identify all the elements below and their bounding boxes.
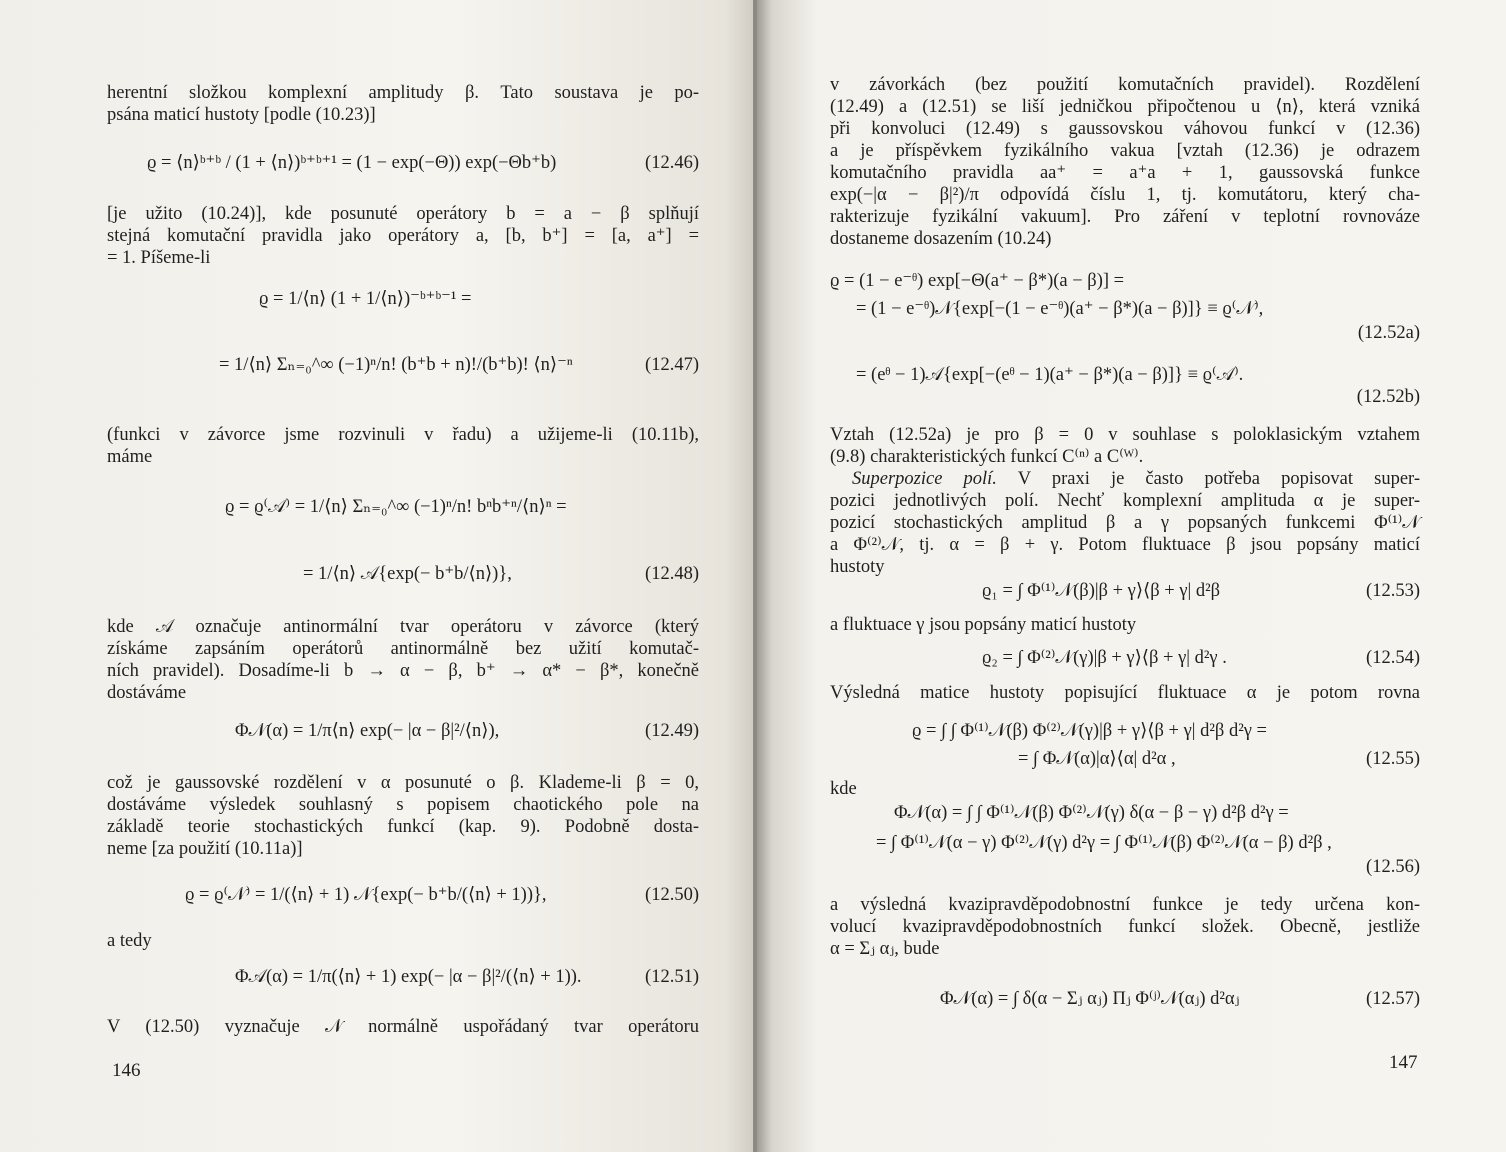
- page-number: 146: [112, 1060, 141, 1081]
- equation-expression: = ∫ Φ𝒩(α)|α⟩⟨α| d²α ,: [1018, 749, 1176, 769]
- equation-number: (12.53): [1366, 581, 1420, 601]
- equation-expression: ϱ = ϱ⁽𝒩⁾ = 1/(⟨n⟩ + 1) 𝒩{exp(− b⁺b/(⟨n⟩ + 1))},: [185, 885, 547, 905]
- text-line: a fluktuace γ jsou popsány maticí hustoty: [830, 615, 1137, 635]
- equation-expression: ϱ = ⟨n⟩ᵇ⁺ᵇ / (1 + ⟨n⟩)ᵇ⁺ᵇ⁺¹ = (1 − exp(−Θ)) exp(−Θb⁺b): [147, 153, 557, 173]
- equation-12-52-line1: [830, 270, 1420, 292]
- text-line: a tedy: [107, 931, 152, 951]
- paragraph: [107, 82, 699, 126]
- paragraph: [107, 930, 699, 952]
- equation-expression: Φ𝒩(α) = 1/π⟨n⟩ exp(− |α − β|²/⟨n⟩),: [235, 721, 500, 741]
- equation-12-52-line3: [830, 364, 1420, 386]
- equation-expression: = 1/⟨n⟩ 𝒜{exp(− b⁺b/⟨n⟩)},: [303, 564, 512, 584]
- text-line: [je užito (10.24)], kde posunuté operátory b = a − β splňují: [107, 204, 699, 224]
- text-line: kde 𝒜 označuje antinormální tvar operátoru v závorce (který: [107, 617, 699, 637]
- paragraph: [830, 468, 1420, 578]
- text-line: dostaneme dosazením (10.24): [830, 229, 1052, 249]
- text-line: volucí kvazipravděpodobnostních funkcí složek. Obecně, jestliže: [830, 917, 1420, 937]
- text-line: exp(−|α − β|²)/π odpovídá číslu 1, tj. komutátoru, který cha-: [830, 185, 1420, 205]
- equation-number: (12.52a): [1357, 323, 1420, 343]
- equation-number: (12.52b): [1356, 387, 1420, 407]
- equation-number-row: [830, 386, 1420, 408]
- equation-12-56-line2: [830, 832, 1420, 854]
- paragraph: [830, 614, 1420, 636]
- equation-expression: Φ𝒩(α) = ∫ ∫ Φ⁽¹⁾𝒩(β) Φ⁽²⁾𝒩(γ) δ(α − β − γ) d²β d²γ =: [894, 803, 1289, 823]
- paragraph: [107, 424, 699, 468]
- text-line: máme: [107, 447, 153, 467]
- equation-number: (12.46): [645, 153, 699, 173]
- paragraph: [830, 682, 1420, 704]
- text-line: hustoty: [830, 557, 885, 577]
- equation-12-50: [107, 884, 699, 906]
- equation-12-54: [830, 647, 1420, 669]
- text-line: ních pravidel). Dosadíme-li b → α − β, b⁺ → α* − β*, konečně: [107, 661, 699, 681]
- paragraph: [107, 203, 699, 269]
- text-line: V praxi je často potřeba popisovat super-: [996, 469, 1421, 489]
- equation-number-row: [830, 322, 1420, 344]
- equation-12-57: [830, 988, 1420, 1010]
- text-line: V (12.50) vyznačuje 𝒩 normálně uspořádaný tvar operátoru: [107, 1017, 699, 1037]
- equation-12-55-line1: [830, 720, 1420, 742]
- text-line: α = Σⱼ αⱼ, bude: [830, 939, 940, 959]
- text-line: což je gaussovské rozdělení v α posunuté o β. Klademe-li β = 0,: [107, 773, 699, 793]
- equation-number: (12.50): [645, 885, 699, 905]
- equation-expression: ϱ = 1/⟨n⟩ (1 + 1/⟨n⟩)⁻ᵇ⁺ᵇ⁻¹ =: [259, 289, 472, 309]
- equation-number: (12.56): [1366, 857, 1420, 877]
- text-line: pozicí stochastických amplitud β a γ popsaných funkcemi Φ⁽¹⁾𝒩: [830, 513, 1420, 533]
- text-line: základě teorie stochastických funkcí (kap. 9). Podobně dosta-: [107, 817, 699, 837]
- text-line: = 1. Píšeme-li: [107, 248, 211, 268]
- paragraph: [830, 894, 1420, 960]
- text-line: pozici jednotlivých polí. Nechť komplexní amplituda α je super-: [830, 491, 1420, 511]
- text-line: neme [za použití (10.11a)]: [107, 839, 303, 859]
- equation-expression: ϱ = ∫ ∫ Φ⁽¹⁾𝒩(β) Φ⁽²⁾𝒩(γ)|β + γ⟩⟨β + γ| d²β d²γ =: [912, 721, 1267, 741]
- text-line: herentní složkou komplexní amplitudy β. Tato soustava je po-: [107, 83, 699, 103]
- equation-12-46: [107, 152, 699, 174]
- equation-12-52-line2: [830, 298, 1420, 320]
- equation-12-56-line1: [830, 802, 1420, 824]
- equation-expression: = (1 − e⁻ᶿ)𝒩{exp[−(1 − e⁻ᶿ)(a⁺ − β*)(a − β)]} ≡ ϱ⁽𝒩⁾,: [856, 299, 1264, 319]
- equation-12-47-line1: [107, 288, 699, 310]
- text-line: získáme zapsáním operátorů antinormálně bez užití komutač-: [107, 639, 699, 659]
- text-line: kde: [830, 779, 857, 799]
- equation-expression: = (eᶿ − 1)𝒜{exp[−(eᶿ − 1)(a⁺ − β*)(a − β)]} ≡ ϱ⁽𝒜⁾.: [856, 365, 1244, 385]
- section-heading: Superpozice polí.: [852, 469, 997, 489]
- equation-expression: ϱ₁ = ∫ Φ⁽¹⁾𝒩(β)|β + γ⟩⟨β + γ| d²β: [982, 581, 1221, 601]
- equation-number: (12.54): [1366, 648, 1420, 668]
- equation-12-49: [107, 720, 699, 742]
- equation-number: (12.49): [645, 721, 699, 741]
- paragraph: [830, 778, 1420, 800]
- text-line: dostáváme: [107, 683, 187, 703]
- text-line: (9.8) charakteristických funkcí C⁽ⁿ⁾ a C⁽ᵂ⁾.: [830, 447, 1144, 467]
- text-line: a je příspěvkem fyzikálního vakua [vztah (12.36) je odrazem: [830, 141, 1420, 161]
- paragraph: [830, 424, 1420, 468]
- text-line: při konvoluci (12.49) s gaussovskou váhovou funkcí v (12.36): [830, 119, 1420, 139]
- equation-expression: = ∫ Φ⁽¹⁾𝒩(α − γ) Φ⁽²⁾𝒩(γ) d²γ = ∫ Φ⁽¹⁾𝒩(β) Φ⁽²⁾𝒩(α − β) d²β ,: [876, 833, 1332, 853]
- equation-12-53: [830, 580, 1420, 602]
- text-line: rakterizuje fyzikální vakuum]. Pro záření v teplotní rovnováze: [830, 207, 1420, 227]
- equation-expression: ϱ = (1 − e⁻ᶿ) exp[−Θ(a⁺ − β*)(a − β)] =: [830, 271, 1125, 291]
- equation-expression: Φ𝒜(α) = 1/π(⟨n⟩ + 1) exp(− |α − β|²/(⟨n⟩ + 1)).: [235, 967, 582, 987]
- equation-12-55: [830, 748, 1420, 770]
- text-line: a výsledná kvazipravděpodobnostní funkce je tedy určena kon-: [830, 895, 1420, 915]
- equation-number: (12.48): [645, 564, 699, 584]
- text-line: v závorkách (bez použití komutačních pravidel). Rozdělení: [830, 75, 1420, 95]
- equation-12-51: [107, 966, 699, 988]
- equation-expression: ϱ = ϱ⁽𝒜⁾ = 1/⟨n⟩ Σₙ₌₀^∞ (−1)ⁿ/n! bⁿb⁺ⁿ/⟨n⟩ⁿ =: [225, 497, 567, 517]
- paragraph: [107, 772, 699, 860]
- text-line: Výsledná matice hustoty popisující fluktuace α je potom rovna: [830, 683, 1420, 703]
- equation-expression: ϱ₂ = ∫ Φ⁽²⁾𝒩(γ)|β + γ⟩⟨β + γ| d²γ .: [982, 648, 1227, 668]
- text-line: Vztah (12.52a) je pro β = 0 v souhlase s poloklasickým vztahem: [830, 425, 1420, 445]
- equation-number: (12.51): [645, 967, 699, 987]
- paragraph: [107, 616, 699, 704]
- text-line: psána maticí hustoty [podle (10.23)]: [107, 105, 376, 125]
- equation-number: (12.55): [1366, 749, 1420, 769]
- equation-expression: = 1/⟨n⟩ Σₙ₌₀^∞ (−1)ⁿ/n! (b⁺b + n)!/(b⁺b)! ⟨n⟩⁻ⁿ: [219, 355, 573, 375]
- equation-number-row: [830, 856, 1420, 878]
- equation-expression: Φ𝒩(α) = ∫ δ(α − Σⱼ αⱼ) Πⱼ Φ⁽ʲ⁾𝒩(αⱼ) d²αⱼ: [940, 989, 1240, 1009]
- text-line: stejná komutační pravidla jako operátory a, [b, b⁺] = [a, a⁺] =: [107, 226, 699, 246]
- equation-12-47: [107, 354, 699, 376]
- text-line: (funkci v závorce jsme rozvinuli v řadu) a užijeme-li (10.11b),: [107, 425, 699, 445]
- page-number: 147: [1389, 1052, 1418, 1073]
- equation-12-48-line1: [107, 496, 699, 518]
- right-page: [757, 0, 1506, 1152]
- text-line: komutačního pravidla aa⁺ = a⁺a + 1, gaussovská funkce: [830, 163, 1420, 183]
- paragraph: [107, 1016, 699, 1038]
- text-line: a Φ⁽²⁾𝒩, tj. α = β + γ. Potom fluktuace β jsou popsány maticí: [830, 535, 1420, 555]
- text-line: (12.49) a (12.51) se liší jedničkou připočtenou u ⟨n⟩, která vzniká: [830, 97, 1420, 117]
- paragraph: [830, 74, 1420, 250]
- equation-number: (12.47): [645, 355, 699, 375]
- text-line: dostáváme výsledek souhlasný s popisem chaotického pole na: [107, 795, 699, 815]
- equation-number: (12.57): [1366, 989, 1420, 1009]
- equation-12-48: [107, 563, 699, 585]
